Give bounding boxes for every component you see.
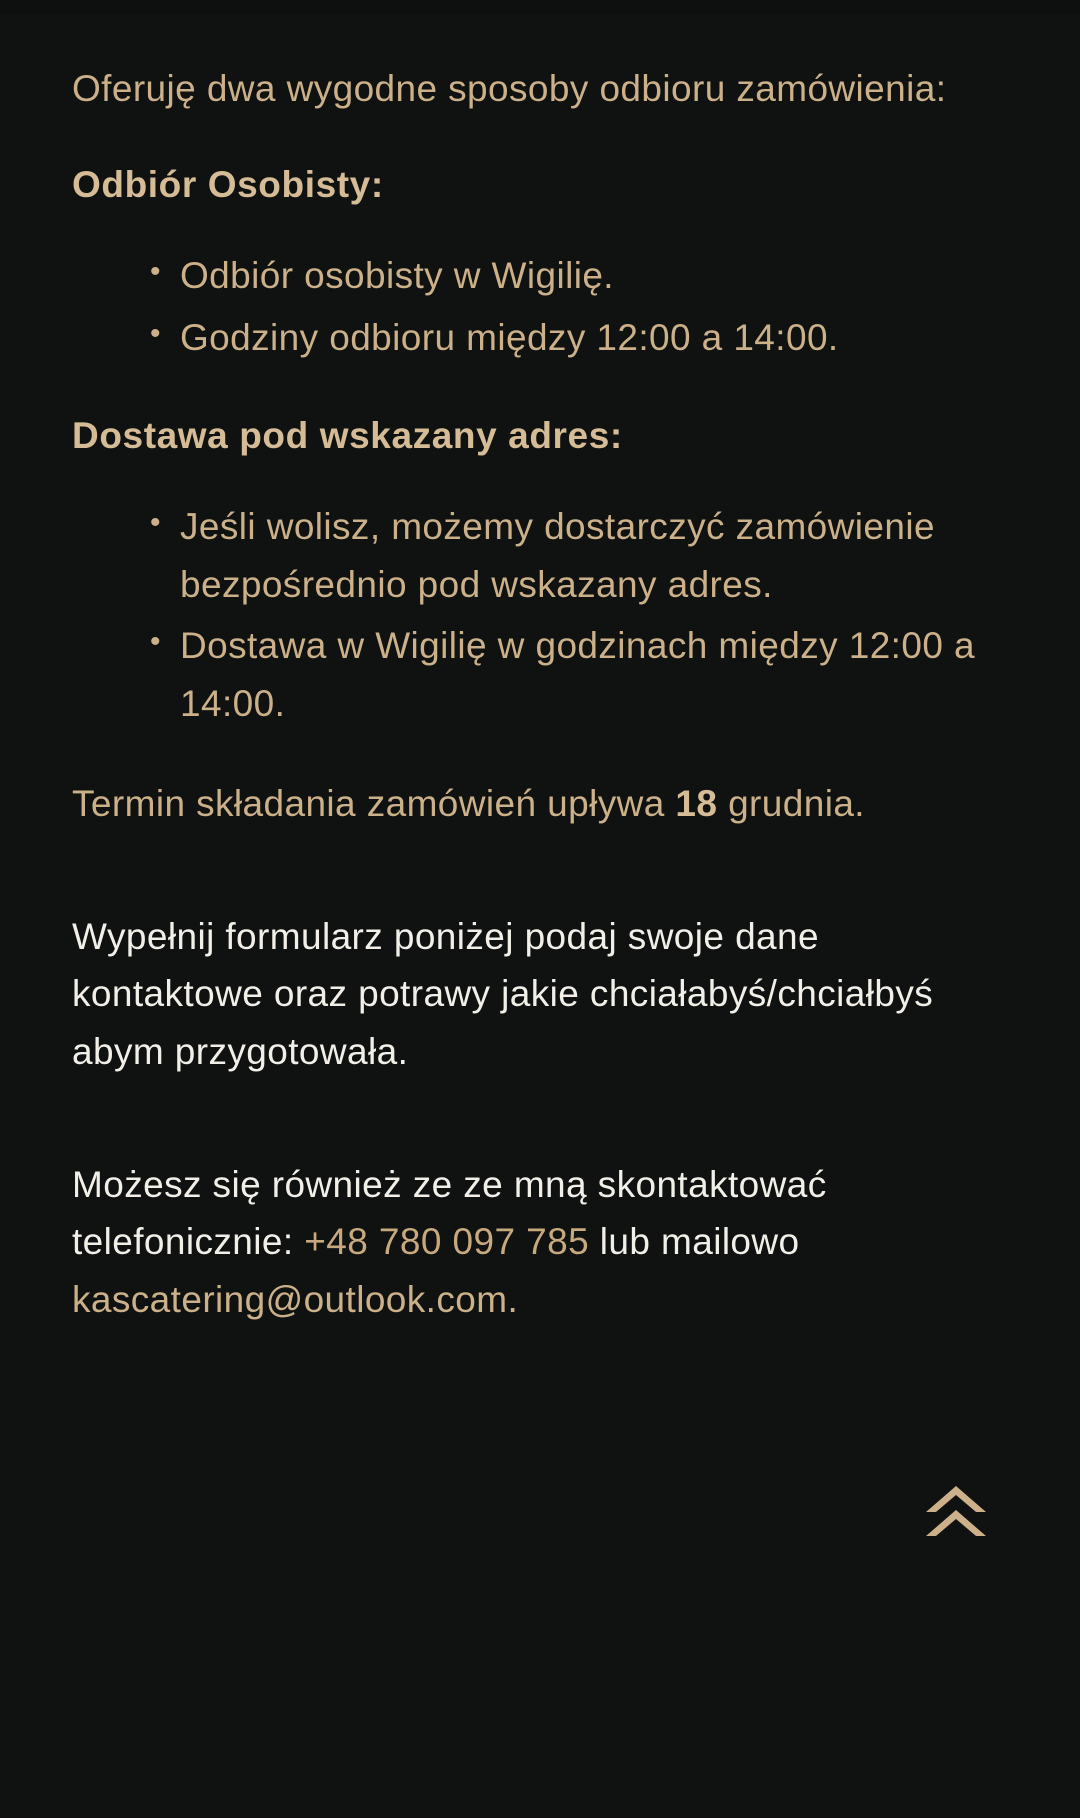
- form-note-paragraph: Wypełnij formularz poniżej podaj swoje dane kontaktowe oraz potrawy jakie chciałabyś/chciałbyś abym przygotowała.: [72, 916, 934, 1072]
- pickup-heading: Odbiór Osobisty:: [72, 164, 384, 206]
- deadline-highlight: 18: [675, 782, 718, 824]
- delivery-heading: Dostawa pod wskazany adres:: [72, 415, 623, 457]
- deadline-paragraph: [72, 775, 1008, 832]
- bottom-spacer: [0, 1668, 1080, 1818]
- contact-text-before: Możesz się również ze ze mną skontaktować telefonicznie:: [72, 1164, 827, 1263]
- list-item: • Jeśli wolisz, możemy dostarczyć zamówienie bezpośrednio pod wskazany adres.: [150, 498, 1008, 613]
- contact-text-middle: lub mailowo: [589, 1221, 800, 1263]
- contact-email[interactable]: kascatering@outlook.com.: [72, 1278, 519, 1320]
- deadline-text-before: Termin składania zamówień upływa: [72, 782, 676, 824]
- contact-phone[interactable]: +48 780 097 785: [304, 1221, 590, 1263]
- deadline-text-after: grudnia.: [717, 782, 865, 824]
- top-strip: [0, 0, 1080, 14]
- pickup-list: [72, 247, 1008, 366]
- spacer: [72, 1120, 1008, 1156]
- spacer: [72, 872, 1008, 908]
- delivery-list: [72, 498, 1008, 733]
- intro-paragraph: Oferuję dwa wygodne sposoby odbioru zamówienia:: [72, 68, 947, 109]
- chevron-double-up-icon: [918, 1480, 994, 1546]
- list-item: • Dostawa w Wigilię w godzinach między 12:00 a 14:00.: [150, 617, 1008, 732]
- scroll-to-top-button[interactable]: [918, 1480, 994, 1546]
- article-content: [72, 0, 1008, 1328]
- list-item: • Godziny odbioru między 12:00 a 14:00.: [150, 309, 1008, 367]
- list-item: • Odbiór osobisty w Wigilię.: [150, 247, 1008, 305]
- contact-paragraph: [72, 1156, 1008, 1328]
